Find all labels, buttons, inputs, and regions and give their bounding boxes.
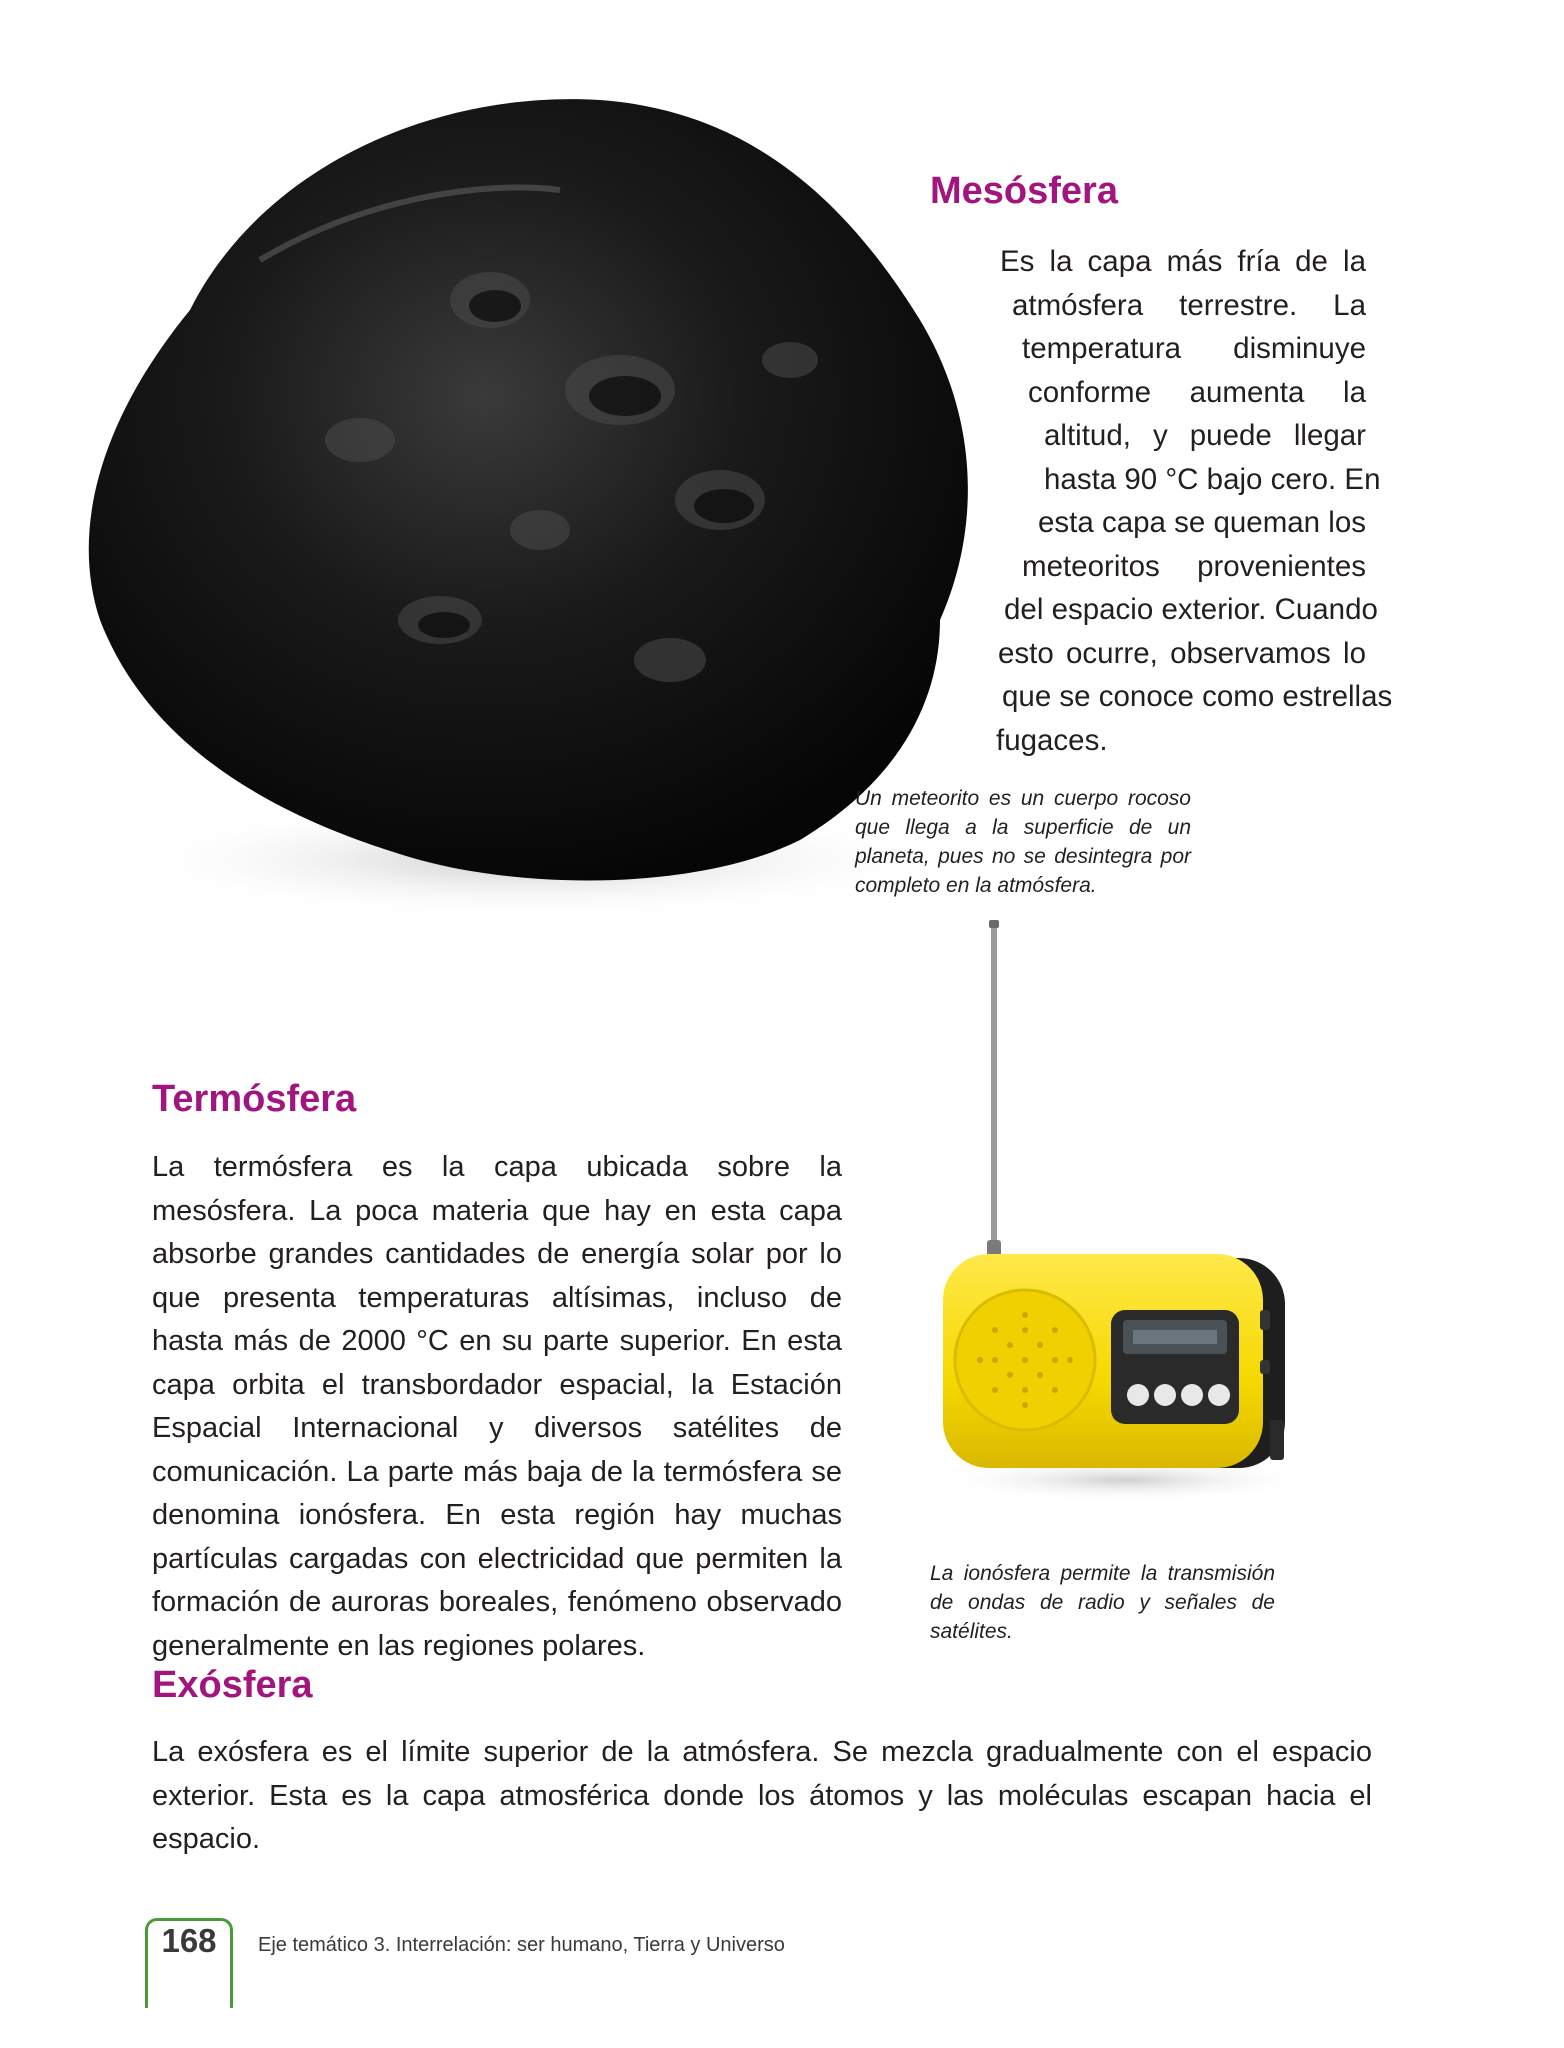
thermosphere-text: La termósfera es la capa ubicada sobre la mesósfera. La poca materia que hay en esta capa absorbe grandes cantidades de energía solar por lo que presenta temperaturas altísimas, incluso de hasta más de 2000 °C en su parte superior. En esta capa orbita el transbordador espacial, la Estación Espacial Internacional y diversos satélites de comunicación. La parte más baja de la termósfera se denomina ionósfera. En esta región hay muchas partículas cargadas con electricidad que permiten la formación de auroras boreales, fenómeno observado generalmente en las regiones polares. [152, 1151, 842, 1662]
page-number: 168 [161, 1922, 217, 1959]
mesosphere-line: esto ocurre, observamos lo [998, 637, 1366, 670]
mesosphere-line: conforme aumenta la [1028, 376, 1366, 409]
mesosphere-line: del espacio exterior. Cuando [1004, 593, 1378, 626]
radio-caption: La ionósfera permite la transmisión de ondas de radio y señales de satélites. [930, 1562, 1275, 1643]
mesosphere-line: hasta 90 °C bajo cero. En [1044, 463, 1381, 496]
exosphere-title: Exósfera [152, 1664, 313, 1706]
mesosphere-line: Es la capa más fría de la [1000, 245, 1366, 278]
mesosphere-line: esta capa se queman los [1038, 506, 1366, 539]
mesosphere-line: atmósfera terrestre. La [1012, 289, 1366, 322]
mesosphere-title: Mesósfera [930, 170, 1118, 212]
mesosphere-line: temperatura disminuye [1022, 332, 1366, 365]
mesosphere-line: altitud, y puede llegar [1044, 419, 1366, 452]
mesosphere-line: fugaces. [996, 724, 1108, 757]
exosphere-text: La exósfera es el límite superior de la atmósfera. Se mezcla gradualmente con el espacio exterior. Esta es la capa atmosférica donde los átomos y las moléculas escapan hacia el espacio. [152, 1736, 1372, 1855]
radio-image [925, 920, 1305, 1510]
footer-chapter-title: Eje temático 3. Interrelación: ser humano, Tierra y Universo [258, 1934, 785, 1956]
meteorite-image [60, 60, 990, 940]
meteorite-caption: Un meteorito es un cuerpo rocoso que llega a la superficie de un planeta, pues no se desintegra por completo en la atmósfera. [855, 787, 1191, 897]
thermosphere-title: Termósfera [152, 1078, 357, 1120]
mesosphere-line: que se conoce como estrellas [1002, 680, 1393, 713]
mesosphere-line: meteoritos provenientes [1022, 550, 1366, 583]
